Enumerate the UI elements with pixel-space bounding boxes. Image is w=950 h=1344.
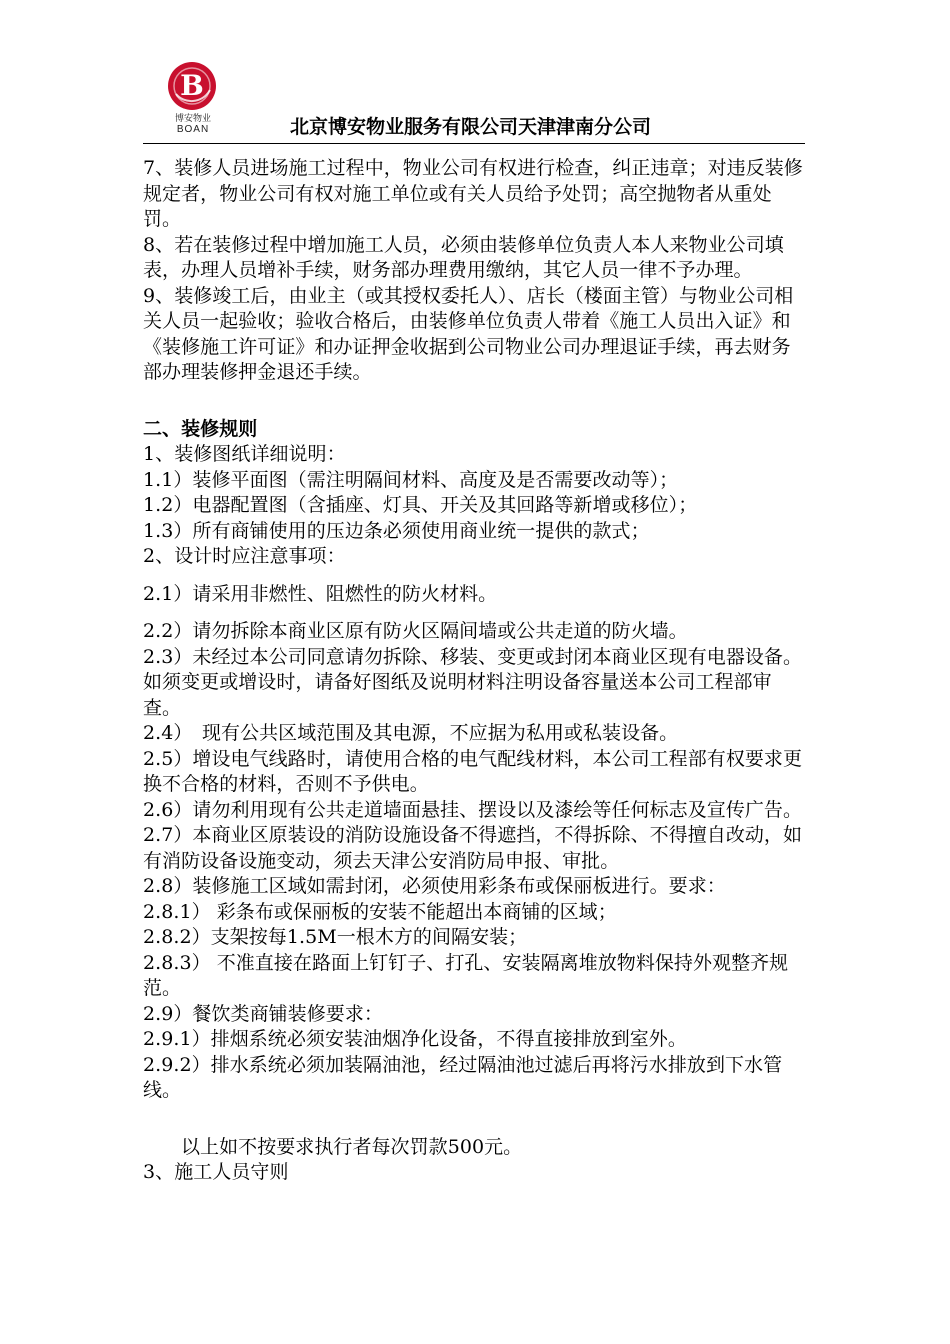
- rule-2-4: 2.4） 现有公共区域范围及其电源，不应据为私用或私装设备。: [143, 722, 679, 744]
- rule-2-2: 2.2）请勿拆除本商业区原有防火区隔间墙或公共走道的防火墙。: [143, 620, 688, 642]
- rule-2: 2、设计时应注意事项：: [143, 545, 346, 567]
- rule-2-9: 2.9）餐饮类商铺装修要求：: [143, 1002, 383, 1025]
- rule-2-8-3: 2.8.3） 不准直接在路面上钉钉子、打孔、安装隔离堆放物料保持外观整齐规范。: [143, 951, 789, 999]
- rule-2-6: 2.6）请勿利用现有公共走道墙面悬挂、摆设以及漆绘等任何标志及宣传广告。: [143, 798, 803, 821]
- section-heading-decoration-rules: 二、装修规则: [143, 417, 258, 440]
- spacer: [143, 607, 808, 619]
- document-body: [143, 156, 808, 1186]
- paragraph-8: 8、若在装修过程中增加施工人员，必须由装修单位负责人本人来物业公司填表，办理人员增补手续，财务部办理费用缴纳，其它人员一律不予办理。: [143, 233, 784, 281]
- spacer: [143, 570, 808, 582]
- company-name: 北京博安物业服务有限公司天津津南分公司: [290, 116, 652, 138]
- paragraph-9: 9、装修竣工后，由业主（或其授权委托人）、店长（楼面主管）与物业公司相关人员一起验收；验收合格后，由装修单位负责人带着《施工人员出入证》和《装修施工许可证》和办证押金收据到公司物业公司办理退证手续，再去财务部办理装修押金退还手续。: [143, 284, 794, 383]
- rule-2-1: 2.1）请采用非燃性、阻燃性的防火材料。: [143, 582, 498, 605]
- rule-1-3: 1.3）所有商铺使用的压边条必须使用商业统一提供的款式；: [143, 519, 650, 542]
- rule-2-5: 2.5）增设电气线路时，请使用合格的电气配线材料，本公司工程部有权要求更换不合格的材料，否则不予供电。: [143, 747, 803, 795]
- page-header: [0, 0, 950, 150]
- rule-2-7: 2.7）本商业区原装设的消防设施设备不得遮挡，不得拆除、不得擅自改动，如有消防设备设施变动，须去天津公安消防局申报、审批。: [143, 824, 803, 872]
- company-logo: [160, 60, 226, 136]
- spacer: [143, 386, 808, 411]
- rule-2-8: 2.8）装修施工区域如需封闭，必须使用彩条布或保丽板进行。要求：: [143, 875, 726, 897]
- logo-chinese-name: 博安物业: [174, 114, 211, 124]
- rule-2-9-1: 2.9.1）排烟系统必须安装油烟净化设备，不得直接排放到室外。: [143, 1028, 687, 1050]
- penalty-note: 以上如不按要求执行者每次罚款500元。: [181, 1135, 523, 1158]
- rule-2-8-2: 2.8.2）支架按每1.5M一根木方的间隔安装；: [143, 926, 528, 948]
- rule-1-1: 1.1）装修平面图（需注明隔间材料、高度及是否需要改动等）；: [143, 468, 679, 491]
- paragraph-7: 7、装修人员进场施工过程中，物业公司有权进行检查，纠正违章；对违反装修规定者，物业公司有权对施工单位或有关人员给予处罚；高空抛物者从重处罚。: [143, 157, 803, 230]
- boan-logo-icon: [166, 60, 218, 112]
- rule-3: 3、施工人员守则: [143, 1161, 289, 1183]
- logo-english-name: BOAN: [176, 124, 210, 135]
- rule-2-8-1: 2.8.1） 彩条布或保丽板的安装不能超出本商铺的区域；: [143, 900, 617, 923]
- logo-letter: B: [180, 69, 204, 102]
- rule-2-9-2: 2.9.2）排水系统必须加装隔油池，经过隔油池过滤后再将污水排放到下水管线。: [143, 1053, 783, 1101]
- rule-1: 1、装修图纸详细说明：: [143, 443, 346, 465]
- rule-1-2: 1.2）电器配置图（含插座、灯具、开关及其回路等新增或移位）；: [143, 494, 698, 516]
- rule-2-3: 2.3）未经过本公司同意请勿拆除、移装、变更或封闭本商业区现有电器设备。如须变更或增设时，请备好图纸及说明材料注明设备容量送本公司工程部审查。: [143, 645, 803, 719]
- header-divider: [143, 143, 805, 144]
- spacer: [143, 1104, 808, 1129]
